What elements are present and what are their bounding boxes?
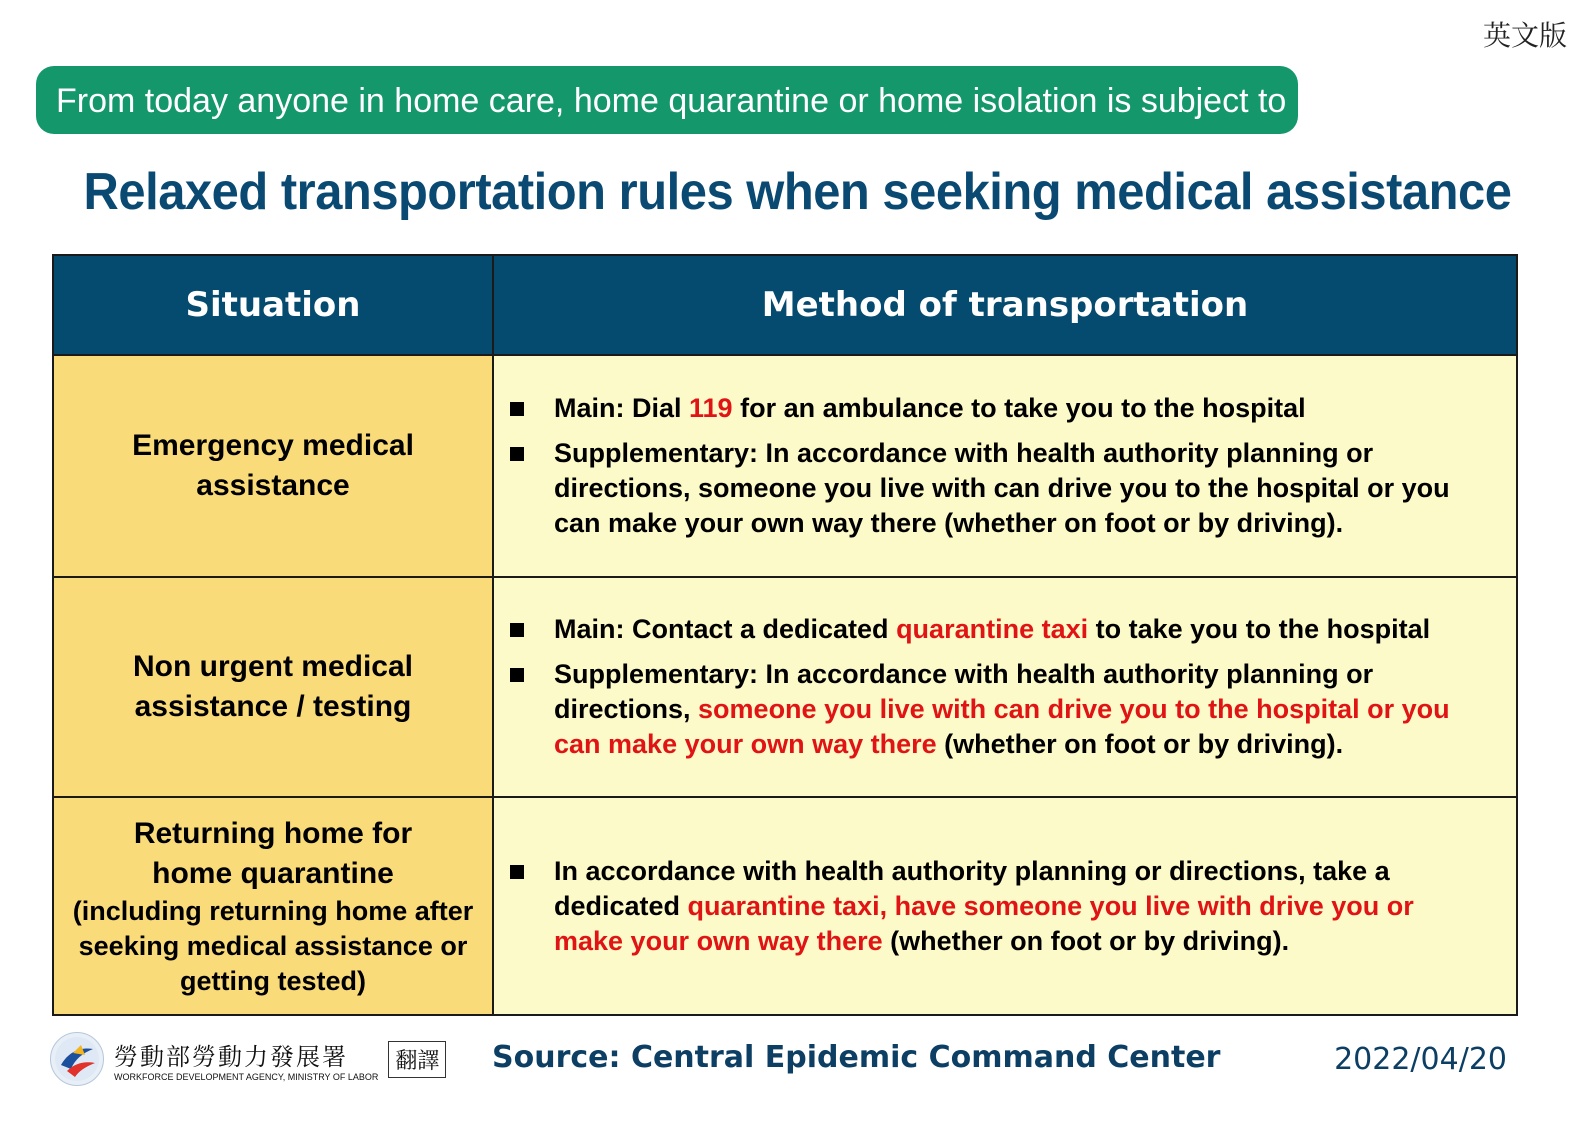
situation-cell (53, 577, 493, 797)
translation-badge: 翻譯 (388, 1041, 446, 1078)
bullet-item (510, 391, 1486, 426)
bullet-text (554, 436, 1486, 541)
bullet-item (510, 657, 1486, 762)
highlighted-text: 119 (689, 393, 733, 423)
agency-name-en: WORKFORCE DEVELOPMENT AGENCY, MINISTRY OF LABOR (114, 1071, 379, 1082)
situation-line: home quarantine (152, 856, 394, 890)
highlighted-text: quarantine taxi, have someone you live with drive you or make your own way there (554, 890, 1414, 956)
situation-line: Emergency medical (132, 429, 414, 462)
square-bullet-icon (510, 623, 524, 637)
square-bullet-icon (510, 447, 524, 461)
bullet-item (510, 854, 1486, 959)
situation-line: assistance (196, 469, 350, 502)
transportation-rules-table (52, 254, 1518, 1016)
text-segment: (whether on foot or by driving). (882, 925, 1290, 956)
page-title: Relaxed transportation rules when seeking medical assistance (83, 163, 1512, 221)
publication-date: 2022/04/20 (1334, 1042, 1507, 1077)
text-segment: Main: Contact a dedicated (554, 614, 897, 644)
method-cell (493, 355, 1517, 577)
highlighted-text: quarantine taxi (896, 614, 1089, 644)
agency-logo-block (50, 1032, 446, 1086)
bullet-text (554, 612, 1486, 647)
situation-cell (53, 355, 493, 577)
text-segment: In accordance with health authority planning or directions, take a dedicated (554, 855, 1390, 921)
agency-name-cn: 勞動部勞動力發展署 (114, 1042, 348, 1071)
header-method: Method of transportation (493, 255, 1517, 355)
header-situation: Situation (53, 255, 493, 355)
source-credit: Source: Central Epidemic Command Center (492, 1040, 1221, 1075)
situation-note: (including returning home after seeking medical assistance or getting tested) (72, 895, 474, 996)
square-bullet-icon (510, 668, 524, 682)
table-header-row (53, 255, 1517, 355)
situation-cell (53, 797, 493, 1015)
table-row-emergency (53, 355, 1517, 577)
text-segment: for an ambulance to take you to the hospital (732, 393, 1306, 423)
text-segment: to take you to the hospital (1088, 614, 1431, 644)
situation-line: Returning home for (133, 816, 413, 850)
highlighted-text: someone you live with can drive you to the hospital or you can make your own way there (554, 694, 1450, 759)
bullet-item (510, 612, 1486, 647)
text-segment: Supplementary: In accordance with health authority planning or directions, (554, 659, 1374, 724)
square-bullet-icon (510, 865, 524, 879)
method-cell (493, 797, 1517, 1015)
square-bullet-icon (510, 402, 524, 416)
intro-banner: From today anyone in home care, home quarantine or home isolation is subject to (36, 66, 1298, 134)
bullet-text (554, 657, 1486, 762)
bullet-item (510, 436, 1486, 541)
language-label: 英文版 (1482, 19, 1567, 52)
agency-name (114, 1037, 378, 1082)
bullet-text (554, 391, 1486, 426)
situation-line: assistance / testing (134, 690, 412, 723)
text-segment: Main: Dial (554, 393, 690, 423)
bullet-text (554, 854, 1486, 959)
situation-line: Non urgent medical (132, 650, 414, 683)
text-segment: (whether on foot or by driving). (936, 729, 1344, 759)
table-row-non-urgent (53, 577, 1517, 797)
method-cell (493, 577, 1517, 797)
agency-emblem-icon (50, 1032, 104, 1086)
text-segment: Supplementary: In accordance with health authority planning or directions, someone you live with can drive you to the hospital or you can make your own way there (whether on foot or by driving). (554, 438, 1450, 538)
table-row-returning-home (53, 797, 1517, 1015)
